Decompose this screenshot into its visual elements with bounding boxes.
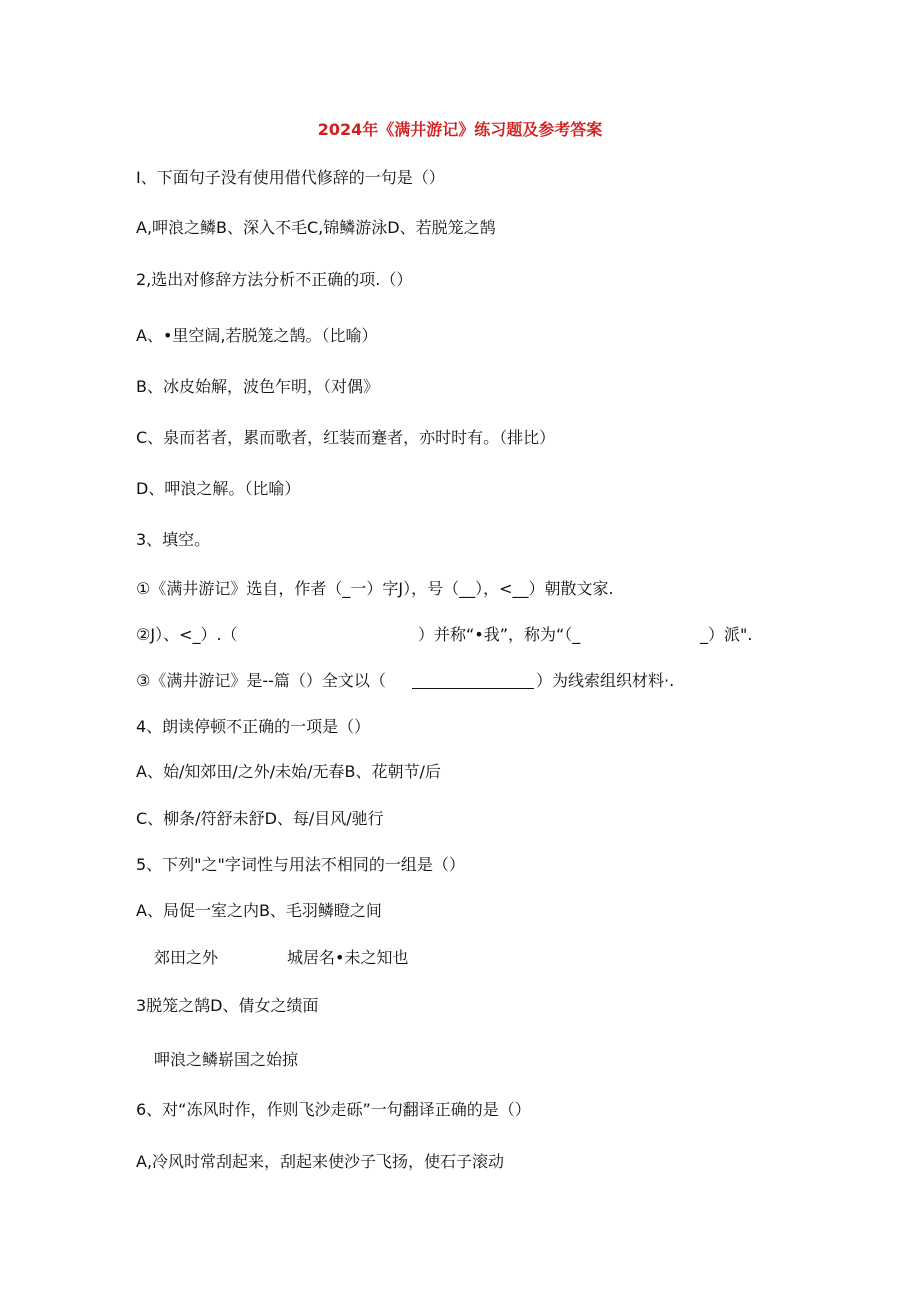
question-3: 3、填空。 [136, 530, 211, 549]
question-2: 2,选出对修辞方法分析不正确的项.（） [136, 270, 413, 289]
question-3-blank-3-part-1: ③《满井游记》是--篇（）全文以（ [136, 671, 386, 690]
question-4-options-ab: A、始/知郊田/之外/未始/无春B、花朝节/后 [136, 762, 441, 781]
question-2-option-b: B、冰皮始解，波色乍明，（对偶》 [136, 377, 379, 396]
document-title: 2024年《满井游记》练习题及参考答案 [317, 120, 603, 139]
question-6-option-a: A,冷风时常刮起来，刮起来使沙子飞扬，使石子滚动 [136, 1152, 505, 1171]
question-1-options: A,呷浪之鳞B、深入不毛C,锦鳞游泳D、若脱笼之鹄 [136, 218, 496, 237]
question-3-blank-3-part-2: ）为线索组织材料·. [536, 671, 675, 690]
question-5-options-ab: A、局促一室之内B、毛羽鳞瞪之间 [136, 901, 382, 920]
question-3-blank-2-part-3: _）派". [700, 625, 753, 644]
question-3-blank-2-part-2: ）并称“•我”，称为“（_ [418, 625, 581, 644]
question-5-option-b-pair: 城居名•未之知也 [287, 948, 409, 967]
question-5-option-a-pair: 郊田之外 [154, 948, 219, 967]
question-5-options-cd: 3脱笼之鹄D、倩女之绩面 [136, 996, 319, 1015]
question-4-options-cd: C、柳条/符舒未舒D、每/目风/驰行 [136, 809, 384, 828]
question-2-option-c: C、泉而茗者，累而歌者，红装而蹇者，亦时时有。（排比） [136, 428, 556, 447]
question-2-option-d: D、呷浪之解。（比喻） [136, 479, 301, 498]
question-1: I、下面句子没有使用借代修辞的一句是（） [136, 168, 445, 187]
question-6: 6、对“冻风时作，作则飞沙走砾”一句翻译正确的是（） [136, 1100, 531, 1119]
question-3-blank-1: ①《满井游记》选自，作者（_一）字J），号（__），<__）朝散文家. [136, 579, 614, 598]
question-3-blank-2-part-1: ②J）、<_）.（ [136, 625, 238, 644]
question-5-options-cd-pair: 呷浪之鳞崭国之始掠 [154, 1050, 299, 1069]
question-5: 5、下列"之"字词性与用法不相同的一组是（） [136, 855, 465, 874]
question-3-answer-blank [412, 672, 534, 689]
question-4: 4、朗读停顿不正确的一项是（） [136, 717, 371, 736]
question-2-option-a: A、•里空阔,若脱笼之鹄。（比喻） [136, 326, 378, 345]
